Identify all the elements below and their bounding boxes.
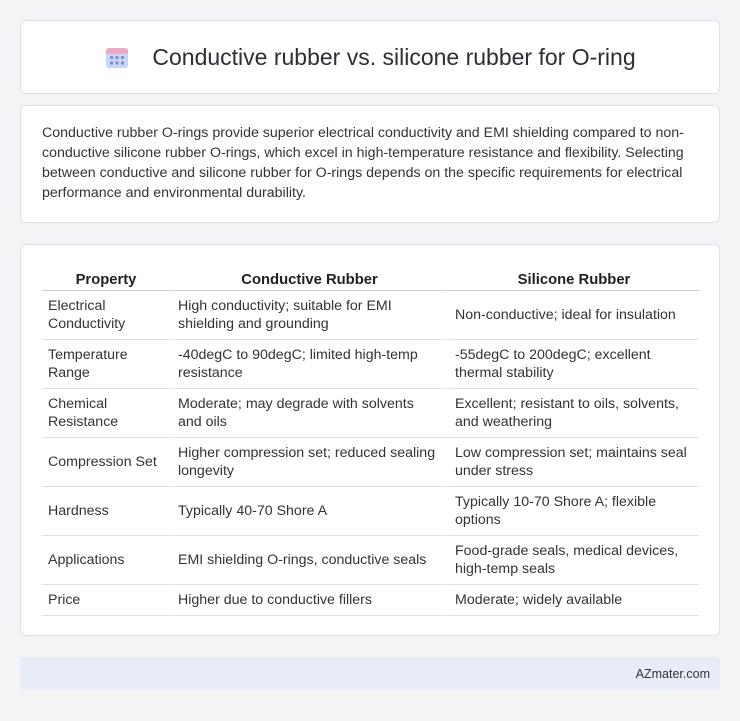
conductive-cell: -40degC to 90degC; limited high-temp resistance <box>170 340 447 389</box>
calendar-icon <box>104 44 130 70</box>
silicone-cell: -55degC to 200degC; excellent thermal stability <box>447 340 699 389</box>
conductive-cell: Higher compression set; reduced sealing longevity <box>170 438 447 487</box>
intro-paragraph: Conductive rubber O-rings provide superior electrical conductivity and EMI shielding compared to non-conductive silicone rubber O-rings, which excel in high-temperature resistance and flexibility. Selecting between conductive and silicone rubber for O-rings depends on the specific requirements for electrical performance and environmental durability. <box>42 125 684 201</box>
column-header-property: Property <box>42 265 170 291</box>
title-card <box>20 20 720 94</box>
table-row <box>42 291 699 340</box>
conductive-cell: Higher due to conductive fillers <box>170 585 447 616</box>
conductive-cell: High conductivity; suitable for EMI shielding and grounding <box>170 291 447 340</box>
silicone-cell: Non-conductive; ideal for insulation <box>447 291 699 340</box>
conductive-cell: Moderate; may degrade with solvents and oils <box>170 389 447 438</box>
property-cell: Price <box>42 585 170 616</box>
silicone-cell: Moderate; widely available <box>447 585 699 616</box>
footer-brand: AZmater.com <box>635 666 710 681</box>
footer-bar <box>20 657 720 690</box>
table-row <box>42 340 699 389</box>
property-cell: Compression Set <box>42 438 170 487</box>
table-row <box>42 438 699 487</box>
table-card <box>20 244 720 636</box>
silicone-cell: Low compression set; maintains seal under stress <box>447 438 699 487</box>
silicone-cell: Excellent; resistant to oils, solvents, and weathering <box>447 389 699 438</box>
table-header-row <box>42 265 699 291</box>
property-cell: Hardness <box>42 487 170 536</box>
property-cell: Chemical Resistance <box>42 389 170 438</box>
conductive-cell: Typically 40-70 Shore A <box>170 487 447 536</box>
property-cell: Temperature Range <box>42 340 170 389</box>
intro-card <box>20 105 720 223</box>
column-header-conductive: Conductive Rubber <box>170 265 447 291</box>
table-row <box>42 585 699 616</box>
silicone-cell: Food-grade seals, medical devices, high-temp seals <box>447 536 699 585</box>
property-cell: Applications <box>42 536 170 585</box>
page-title: Conductive rubber vs. silicone rubber for O-ring <box>152 43 636 70</box>
table-row <box>42 487 699 536</box>
conductive-cell: EMI shielding O-rings, conductive seals <box>170 536 447 585</box>
table-row <box>42 389 699 438</box>
comparison-table <box>42 265 699 616</box>
silicone-cell: Typically 10-70 Shore A; flexible options <box>447 487 699 536</box>
table-row <box>42 536 699 585</box>
column-header-silicone: Silicone Rubber <box>447 265 699 291</box>
property-cell: Electrical Conductivity <box>42 291 170 340</box>
